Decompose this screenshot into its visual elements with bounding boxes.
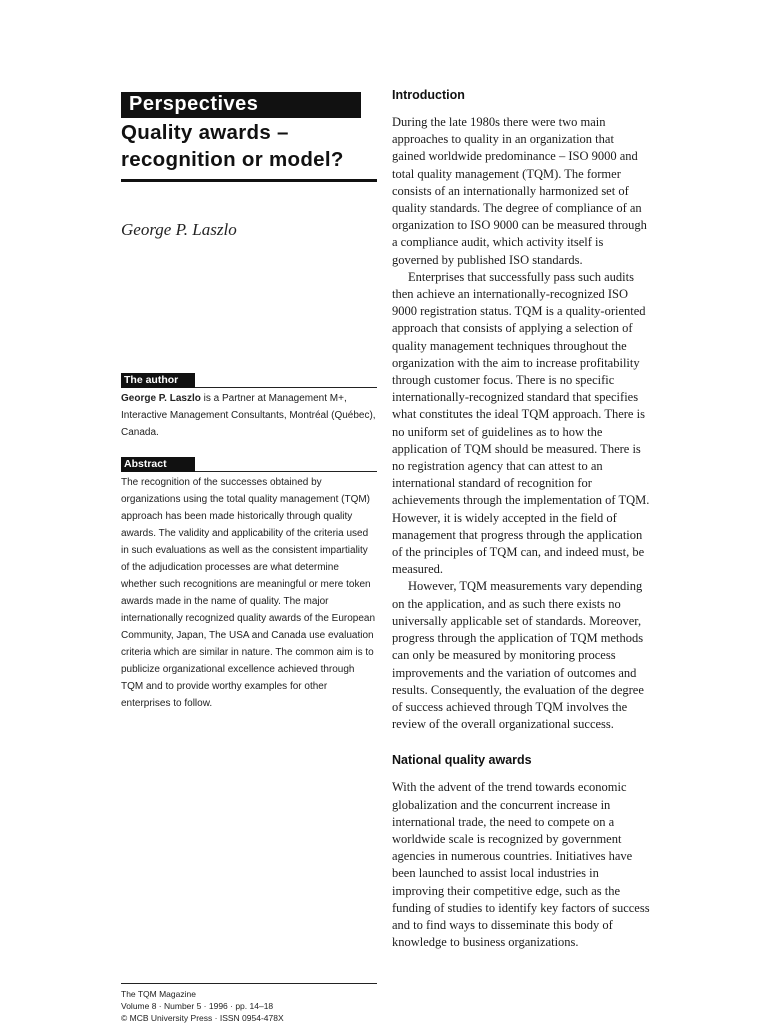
- author-box: [121, 373, 377, 441]
- title-line-1: Quality awards –: [121, 121, 289, 144]
- footer-copyright: © MCB University Press · ISSN 0954-478X: [121, 1013, 284, 1023]
- left-column: [121, 92, 377, 709]
- article-title: [121, 119, 377, 173]
- author-name: George P. Laszlo: [121, 220, 237, 239]
- intro-paragraph-2: Enterprises that successfully pass such audits then achieve an internationally-recognized ISO 9000 registration status. TQM is a quality-oriented approach that consists of applying a selection of quality management techniques throughout the organization with the aim to increase profitability through customer focus. There is no specific internationally-recognized standard that specifies what constitutes the ideal TQM approach. There is no uniform set of guidelines as to how the application of TQM should be measured. There is no registration agency that can attest to an international standard of recognition for achievements through the implementation of TQM. However, it is widely accepted in the field of management that progress through the application of the principles of TQM can, and indeed must, be measured.: [392, 269, 650, 577]
- title-rule: [121, 179, 377, 182]
- abstract-box-label: Abstract: [121, 457, 195, 472]
- author-box-bio: is a Partner at Management M+, Interactive Management Consultants, Montréal (Québec), Canada.: [121, 393, 376, 438]
- author-box-label: The author: [121, 373, 195, 388]
- footer-volume: Volume 8 · Number 5 · 1996 · pp. 14–18: [121, 1001, 274, 1011]
- awards-paragraph-1: With the advent of the trend towards economic globalization and the concurrent increase in international trade, the need to compete on a worldwide scale is recognized by government agencies in numerous countries. Initiatives have been launched to assist local industries in improving their competitive edge, such as the funding of studies to identify key factors of success and to find ways to disseminate this body of knowledge to business organizations.: [392, 780, 650, 950]
- awards-heading: National quality awards: [392, 753, 532, 768]
- author-box-name: George P. Laszlo: [121, 393, 201, 404]
- abstract-box-header: [121, 457, 377, 472]
- right-column: [392, 86, 650, 951]
- journal-footer: [121, 983, 377, 1024]
- intro-paragraph-3: However, TQM measurements vary depending on the application, and as such there exists no universally applicable set of standards. Moreover, progress through the application of TQM methods can only be measured by monitoring process improvements and the variation of outcomes and results. Consequently, the evaluation of the degree of success achieved through TQM involves the review of the overall organizational success.: [392, 579, 644, 732]
- author-box-text: [121, 390, 377, 441]
- author-box-header: [121, 373, 377, 388]
- abstract-box: [121, 457, 377, 712]
- intro-heading: Introduction: [392, 88, 465, 102]
- abstract-text: The recognition of the successes obtained by organizations using the total quality management (TQM) approach has been made historically through quality awards. The validity and applicability of the criteria used in such evaluations as well as the consistent impartiality of the adjudication processes are what determine whether such recognitions are meaningful or mere token awards made in the name of quality. The major internationally recognized quality awards of the European Community, Japan, The USA and Canada use evaluation criteria which are similar in nature. The common aim is to publicize organizational excellence achieved through TQM and to provide worthy examples for other enterprises to follow.: [121, 477, 376, 709]
- abstract-box-rule: [195, 471, 377, 472]
- author-box-rule: [195, 387, 377, 388]
- section-label: Perspectives: [121, 92, 361, 118]
- title-line-2: recognition or model?: [121, 148, 344, 171]
- footer-journal: The TQM Magazine: [121, 989, 196, 999]
- intro-paragraph-1: During the late 1980s there were two main approaches to quality in an organization that gained worldwide predominance – ISO 9000 and total quality management (TQM). The former consists of an internationally harmonized set of quality standards. The degree of compliance of an organization to ISO 9000 can be measured through a compliance audit, which activity itself is governed by published ISO standards.: [392, 115, 647, 267]
